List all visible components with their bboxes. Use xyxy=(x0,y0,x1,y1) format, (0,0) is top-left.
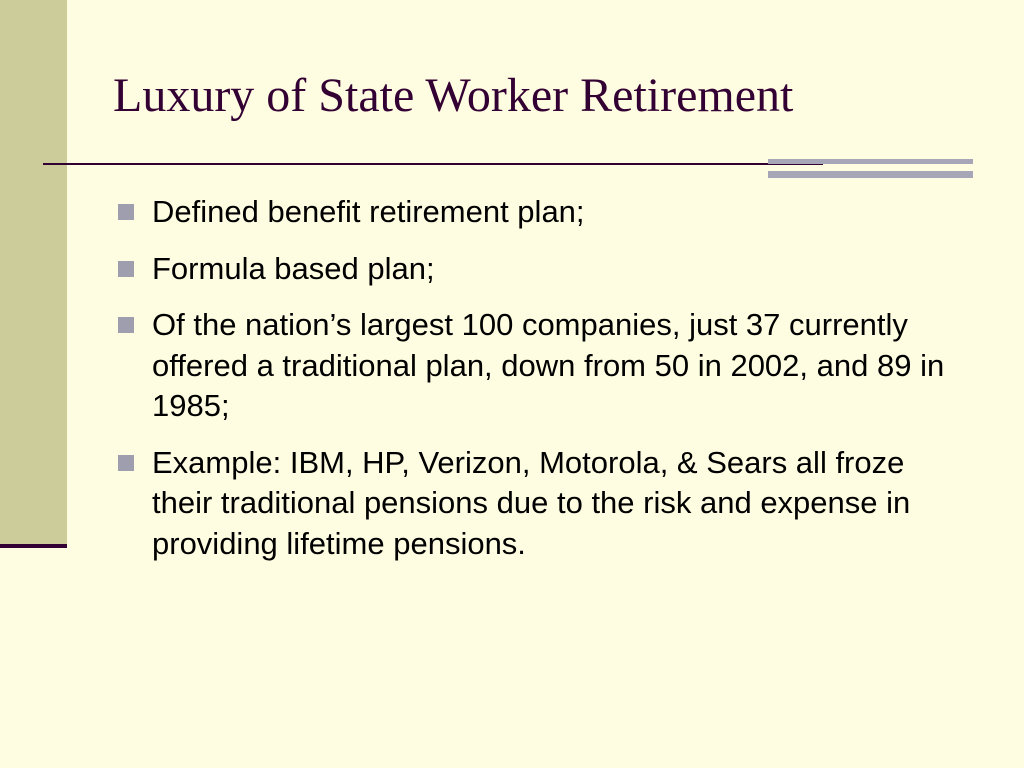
slide-title: Luxury of State Worker Retirement xyxy=(113,69,794,122)
bullet-item xyxy=(115,249,965,290)
square-bullet-icon xyxy=(118,455,134,471)
title-divider-line xyxy=(43,163,823,165)
left-band-rule xyxy=(0,544,67,548)
square-bullet-icon xyxy=(118,261,134,277)
bullet-text: Defined benefit retirement plan; xyxy=(152,194,585,229)
bullet-text: Example: IBM, HP, Verizon, Motorola, & Sears all froze their traditional pensions due to the risk and expense in providing lifetime pensions. xyxy=(152,444,911,561)
bullet-text: Formula based plan; xyxy=(152,250,435,286)
left-decorative-band xyxy=(0,0,67,545)
square-bullet-icon xyxy=(118,204,134,220)
accent-bar-bottom xyxy=(768,171,973,178)
bullet-item xyxy=(115,305,965,427)
accent-bar-top xyxy=(768,159,973,164)
bullet-text: Of the nation’s largest 100 companies, just 37 currently offered a traditional plan, down from 50 in 2002, and 89 in 1985; xyxy=(152,307,945,423)
square-bullet-icon xyxy=(118,317,134,333)
bullet-item xyxy=(115,443,965,565)
bullet-item xyxy=(115,192,965,233)
bullet-list xyxy=(115,192,965,580)
